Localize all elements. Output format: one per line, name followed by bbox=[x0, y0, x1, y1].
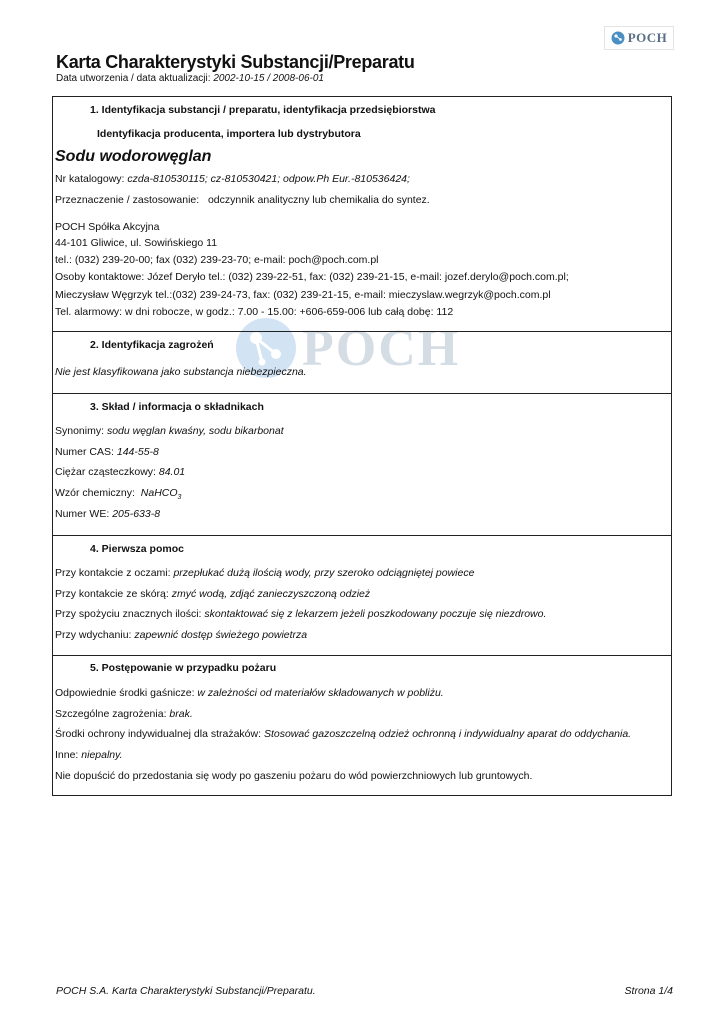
company-line: Mieczysław Węgrzyk tel.:(032) 239-24-73, fax: (032) 239-21-15, e-mail: mieczyslaw.wegrzyk@poch.com.pl bbox=[55, 289, 551, 301]
synonyms bbox=[55, 425, 284, 437]
first-aid-label: Przy wdychaniu: bbox=[55, 629, 132, 641]
fire-value: niepalny. bbox=[81, 749, 123, 761]
cas-value: 144-55-8 bbox=[116, 446, 159, 458]
weight-label: Ciężar cząsteczkowy: bbox=[55, 466, 156, 478]
fire-value: w zależności od materiałów składowanych w pobliżu. bbox=[197, 687, 444, 699]
fire-label: Odpowiednie środki gaśnicze: bbox=[55, 687, 195, 699]
cas-label: Numer CAS: bbox=[55, 446, 114, 458]
first-aid-label: Przy kontakcie z oczami: bbox=[55, 567, 171, 579]
fire-label: Szczególne zagrożenia: bbox=[55, 708, 167, 720]
purpose-value: odczynnik analityczny lub chemikalia do syntez. bbox=[207, 194, 430, 206]
hazard-text bbox=[55, 366, 307, 378]
poch-logo-icon bbox=[611, 31, 625, 45]
dates-value: 2002-10-15 / 2008-06-01 bbox=[213, 73, 324, 84]
purpose-label: Przeznaczenie / zastosowanie: bbox=[55, 194, 200, 206]
we-label: Numer WE: bbox=[55, 508, 110, 520]
first-aid-value: zmyć wodą, zdjąć zanieczyszczoną odzież bbox=[171, 588, 371, 600]
first-aid-item bbox=[55, 608, 546, 620]
first-aid-item bbox=[55, 567, 474, 579]
formula-label: Wzór chemiczny: bbox=[55, 487, 135, 499]
chemical-formula bbox=[55, 487, 181, 501]
fire-label: Środki ochrony indywidualnej dla strażaków: bbox=[55, 728, 262, 740]
formula-subscript: 3 bbox=[177, 494, 182, 502]
section-divider bbox=[52, 393, 672, 394]
first-aid-label: Przy kontakcie ze skórą: bbox=[55, 588, 169, 600]
catalog-value: czda-810530115; cz-810530421; odpow.Ph Eur.-810536424; bbox=[127, 173, 410, 185]
document-title: Karta Charakterystyki Substancji/Preparatu bbox=[56, 52, 415, 72]
section-divider bbox=[52, 331, 672, 332]
catalog-number bbox=[55, 173, 410, 185]
first-aid-label: Przy spożyciu znacznych ilości: bbox=[55, 608, 202, 620]
formula-main: NaHCO bbox=[140, 487, 178, 499]
we-number bbox=[55, 508, 160, 520]
company-line: 44-101 Gliwice, ul. Sowińskiego 11 bbox=[55, 237, 218, 249]
section-3-heading: 3. Skład / informacja o składnikach bbox=[90, 401, 264, 413]
cas-number bbox=[55, 446, 159, 458]
section-divider bbox=[52, 655, 672, 656]
footer-page-number: Strona 1/4 bbox=[624, 985, 673, 997]
watermark-text: POCH bbox=[302, 319, 461, 377]
product-name: Sodu wodorowęglan bbox=[55, 148, 212, 165]
first-aid-value: zapewnić dostęp świeżego powietrza bbox=[134, 629, 308, 641]
first-aid-value: przepłukać dużą ilością wody, przy szeroko odciągniętej powiece bbox=[173, 567, 475, 579]
fire-item bbox=[55, 708, 193, 720]
company-line: POCH Spółka Akcyjna bbox=[55, 221, 160, 233]
hazard-value: Nie jest klasyfikowana jako substancja niebezpieczna. bbox=[55, 366, 307, 378]
molecular-weight bbox=[55, 466, 185, 478]
section-1-subheading: Identyfikacja producenta, importera lub dystrybutora bbox=[97, 128, 361, 140]
first-aid-item bbox=[55, 588, 370, 600]
catalog-label: Nr katalogowy: bbox=[55, 173, 125, 185]
section-1-heading: 1. Identyfikacja substancji / preparatu, identyfikacja przedsiębiorstwa bbox=[90, 104, 436, 116]
footer-document-name: POCH S.A. Karta Charakterystyki Substancji/Preparatu. bbox=[56, 985, 316, 997]
section-divider bbox=[52, 535, 672, 536]
section-5-heading: 5. Postępowanie w przypadku pożaru bbox=[90, 662, 277, 674]
fire-value: brak. bbox=[169, 708, 193, 720]
fire-label: Inne: bbox=[55, 749, 79, 761]
dates-label: Data utworzenia / data aktualizacji: bbox=[56, 73, 211, 84]
section-2-heading: 2. Identyfikacja zagrożeń bbox=[90, 339, 214, 351]
document-dates bbox=[56, 73, 324, 84]
logo-text: POCH bbox=[627, 30, 668, 45]
synonyms-label: Synonimy: bbox=[55, 425, 105, 437]
section-4-heading: 4. Pierwsza pomoc bbox=[90, 543, 184, 555]
formula-value bbox=[140, 487, 182, 502]
first-aid-item bbox=[55, 629, 307, 641]
we-value: 205-633-8 bbox=[112, 508, 161, 520]
synonyms-value: sodu węglan kwaśny, sodu bikarbonat bbox=[106, 425, 284, 437]
fire-item bbox=[55, 749, 123, 761]
company-line: Tel. alarmowy: w dni robocze, w godz.: 7.00 - 15.00: +606-659-006 lub całą dobę: 112 bbox=[55, 306, 454, 318]
company-line: Osoby kontaktowe: Józef Deryło tel.: (032) 239-22-51, fax: (032) 239-21-15, e-mail: jozef.derylo@poch.com.pl; bbox=[55, 271, 569, 283]
fire-note: Nie dopuścić do przedostania się wody po gaszeniu pożaru do wód powierzchniowych lub gruntowych. bbox=[55, 770, 533, 782]
poch-logo bbox=[604, 26, 674, 50]
purpose bbox=[55, 194, 430, 206]
fire-value: Stosować gazoszczelną odzież ochronną i indywidualny aparat do oddychania. bbox=[263, 728, 632, 740]
fire-item bbox=[55, 728, 631, 740]
weight-value: 84.01 bbox=[158, 466, 186, 478]
fire-item bbox=[55, 687, 444, 699]
first-aid-value: skontaktować się z lekarzem jeżeli poszkodowany poczuje się niezdrowo. bbox=[204, 608, 547, 620]
company-line: tel.: (032) 239-20-00; fax (032) 239-23-70; e-mail: poch@poch.com.pl bbox=[55, 254, 379, 266]
